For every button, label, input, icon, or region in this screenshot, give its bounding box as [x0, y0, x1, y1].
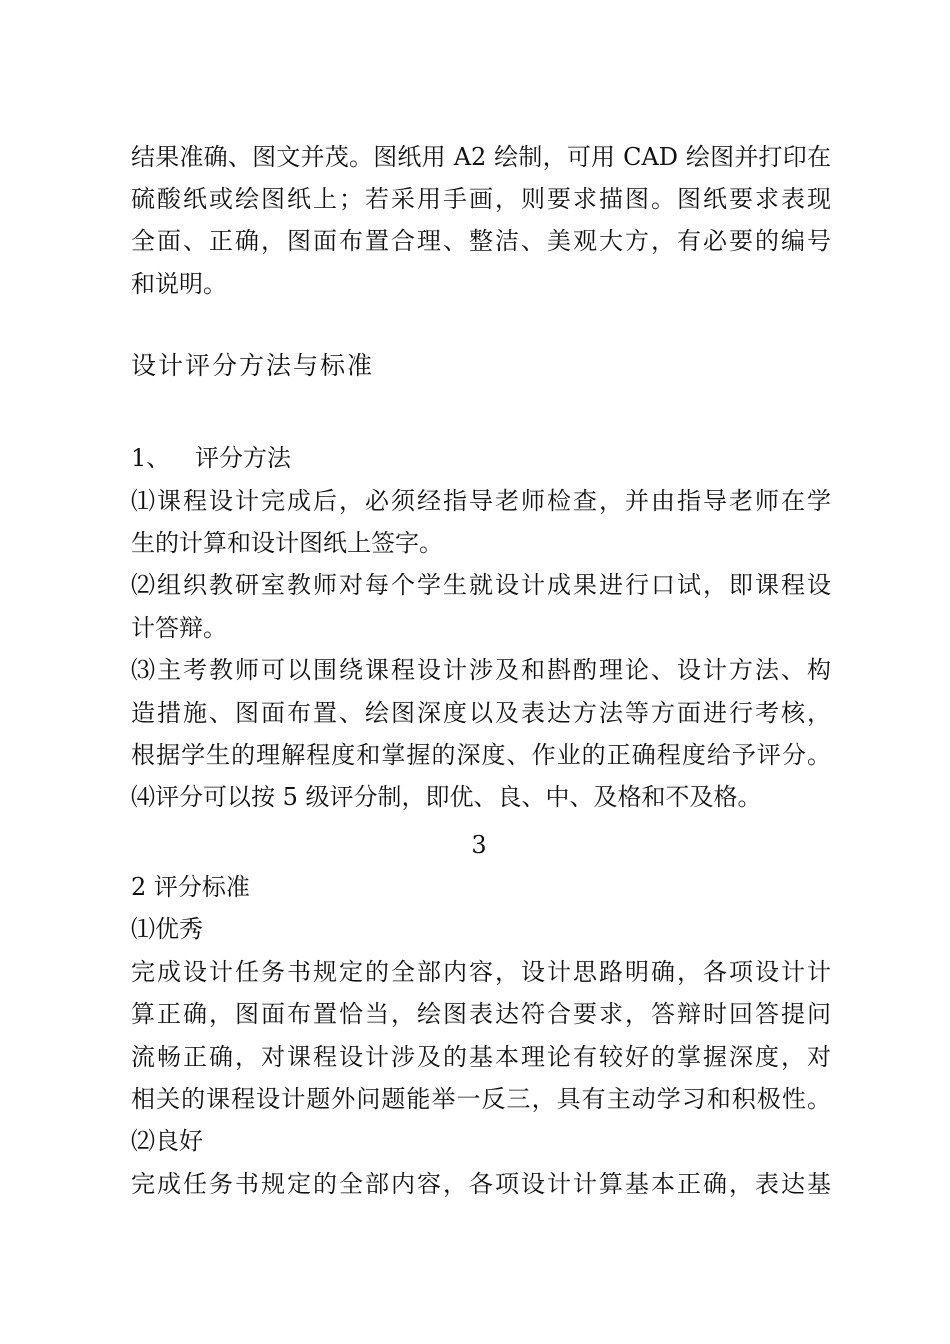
- method-line: ⑶主考教师可以围绕课程设计涉及和斟酌理论、设计方法、构: [131, 656, 831, 684]
- body-text-line: 和说明。: [131, 270, 227, 298]
- method-line: ⑴课程设计完成后，必须经指导老师检查，并由指导老师在学: [131, 487, 831, 515]
- body-text-line: 完成任务书规定的全部内容，各项设计计算基本正确，表达基: [131, 1170, 831, 1198]
- subsection-title: 评分方法: [195, 444, 291, 472]
- body-text-line: 相关的课程设计题外问题能举一反三，具有主动学习和积极性。: [131, 1085, 831, 1113]
- body-text-line: 流畅正确，对课程设计涉及的基本理论有较好的掌握深度，对: [131, 1043, 831, 1071]
- method-line: ⑷评分可以按 5 级评分制，即优、良、中、及格和不及格。: [131, 783, 762, 811]
- method-line: 根据学生的理解程度和掌握的深度、作业的正确程度给予评分。: [131, 741, 831, 769]
- body-text-line: 结果准确、图文并茂。图纸用 A2 绘制，可用 CAD 绘图并打印在: [131, 143, 831, 171]
- subsection-number: 1、: [131, 444, 171, 472]
- section-title: 设计评分方法与标准: [131, 351, 375, 380]
- subsection-heading: [131, 442, 831, 474]
- body-text-line: 全面、正确，图面布置合理、整洁、美观大方，有必要的编号: [131, 227, 831, 255]
- method-line: ⑵组织教研室教师对每个学生就设计成果进行口试，即课程设: [131, 571, 831, 599]
- method-line: 计答辩。: [131, 614, 227, 642]
- method-line: 生的计算和设计图纸上签字。: [131, 529, 443, 557]
- method-line: 造措施、图面布置、绘图深度以及表达方法等方面进行考核，: [131, 699, 831, 727]
- grade-title: ⑵良好: [131, 1127, 203, 1155]
- subsection-heading: 2 评分标准: [131, 873, 250, 901]
- page-number: 3: [471, 831, 487, 859]
- body-text-line: 完成设计任务书规定的全部内容，设计思路明确，各项设计计: [131, 958, 831, 986]
- body-text-line: 硫酸纸或绘图纸上；若采用手画，则要求描图。图纸要求表现: [131, 185, 831, 213]
- grade-title: ⑴优秀: [131, 915, 203, 943]
- body-text-line: 算正确，图面布置恰当，绘图表达符合要求，答辩时回答提问: [131, 1000, 831, 1028]
